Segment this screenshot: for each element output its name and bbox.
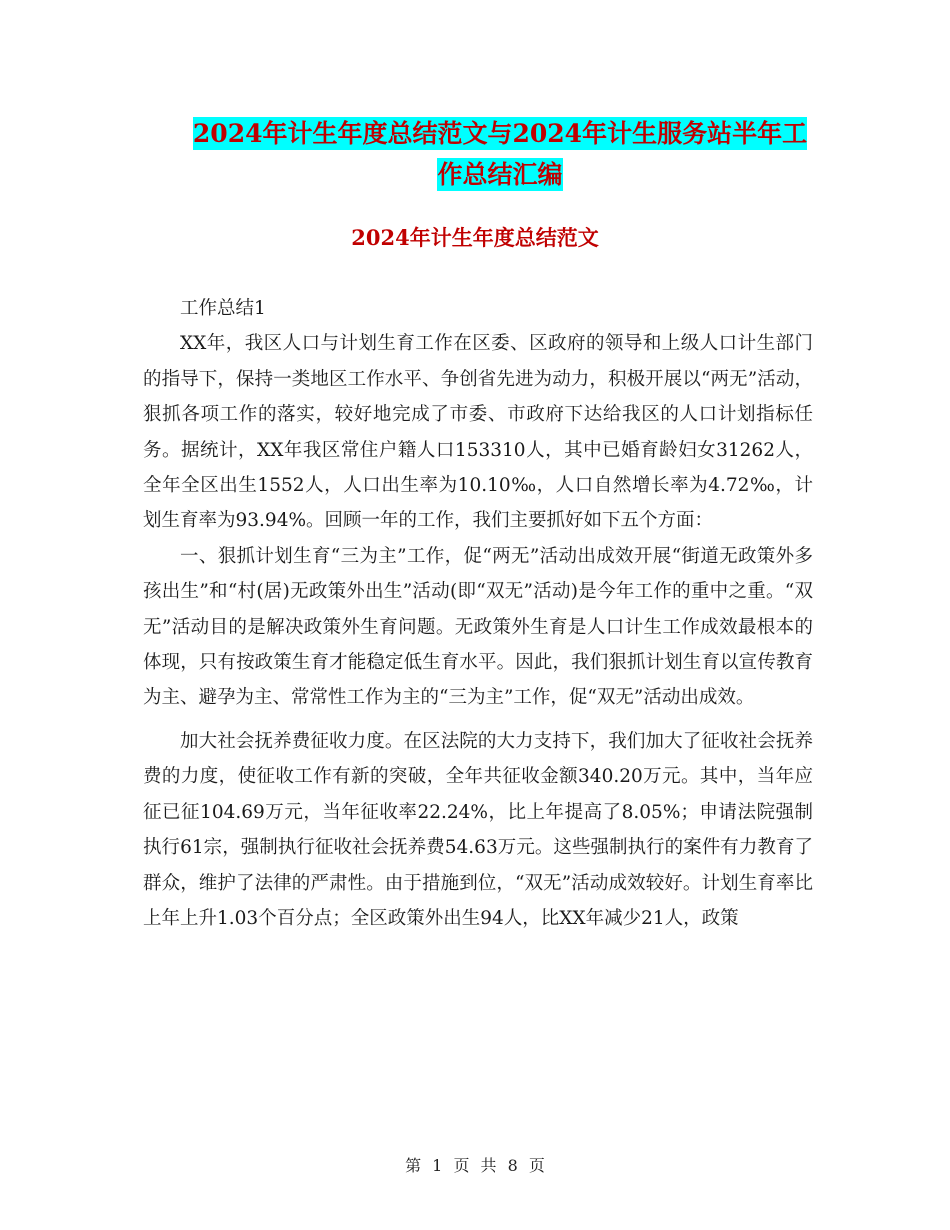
paragraph: 加大社会抚养费征收力度。在区法院的大力支持下，我们加大了征收社会抚养费的力度，使征收工作有新的突破，全年共征收金额340.20万元。其中，当年应征已征104.69万元，当年征收率22.24%，比上年提高了8.05%；申请法院强制执行61宗，强制执行征收社会抚养费54.63万元。这些强制执行的案件有力教育了群众，维护了法律的严肃性。由于措施到位，“双无”活动成效较好。计划生育率比上年上升1.03个百分点；全区政策外出生94人，比XX年减少21人，政策 <box>143 730 813 929</box>
paragraph-heading: 工作总结1 <box>180 298 266 319</box>
page-footer: 第 1 页 共 8 页 <box>405 1156 545 1175</box>
paragraph: XX年，我区人口与计划生育工作在区委、区政府的领导和上级人口计生部门的指导下，保持一类地区工作水平、争创省先进为动力，积极开展以“两无”活动，狠抓各项工作的落实，较好地完成了市委、市政府下达给我区的人口计划指标任务。据统计，XX年我区常住户籍人口153310人，其中已婚育龄妇女31262人，全年全区出生1552人，人口出生率为10.10‰，人口自然增长率为4.72‰，计划生育率为93.94%。回顾一年的工作，我们主要抓好如下五个方面： <box>143 333 813 532</box>
document-title <box>100 113 900 195</box>
document-title-line-1: 2024年计生年度总结范文与2024年计生服务站半年工 <box>192 119 808 148</box>
document-body <box>143 291 813 936</box>
paragraph: 一、狠抓计划生育“三为主”工作，促“两无”活动出成效开展“街道无政策外多孩出生”和“村(居)无政策外出生”活动(即“双无”活动)是今年工作的重中之重。“双无”活动目的是解决政策外生育问题。无政策外生育是人口计生工作成效最根本的体现，只有按政策生育才能稳定低生育水平。因此，我们狠抓计划生育以宣传教育为主、避孕为主、常常性工作为主的“三为主”工作，促“双无”活动出成效。 <box>143 545 813 709</box>
section-title: 2024年计生年度总结范文 <box>351 225 599 250</box>
document-title-line-2: 作总结汇编 <box>437 160 563 189</box>
